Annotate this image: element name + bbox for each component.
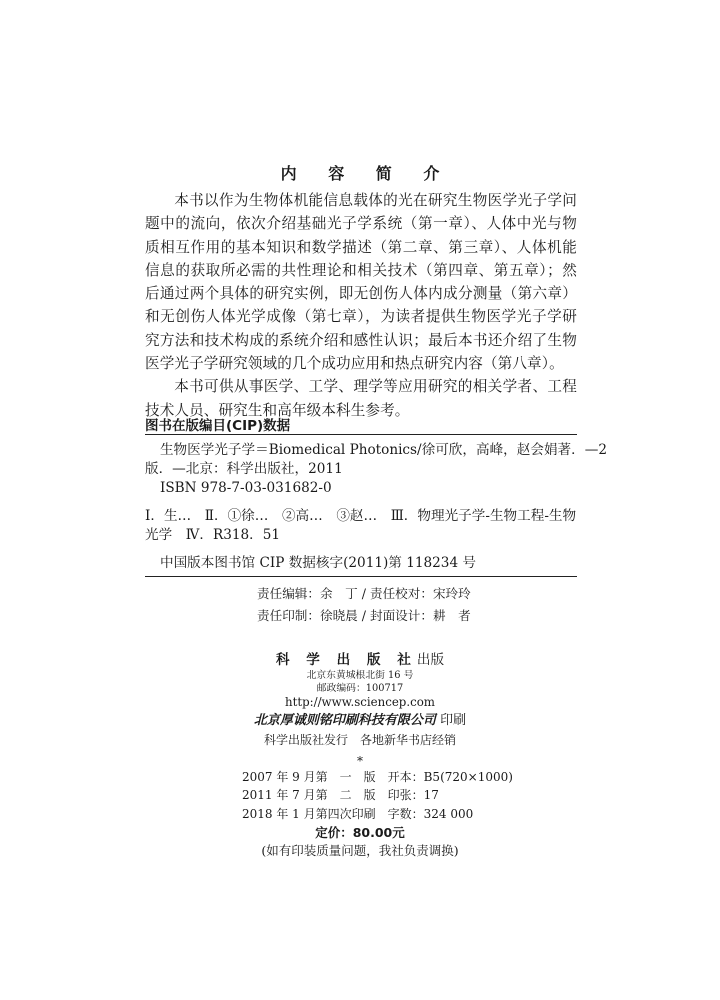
summary-heading: 内 容 简 介	[280, 164, 453, 183]
cip-top-rule	[145, 434, 577, 435]
credits-line: 责任编辑：余 丁 / 责任校对：宋玲玲	[257, 586, 471, 601]
cip-record	[145, 441, 607, 498]
cip-heading: 图书在版编目(CIP)数据	[145, 418, 291, 434]
printer-suffix: 印刷	[440, 713, 467, 728]
cip-edition-line: 版．—北京：科学出版社，2011	[145, 461, 343, 477]
edition-line: 2007 年 9 月第 一 版 开本：B5(720×1000)	[242, 770, 513, 784]
cip-classification	[145, 507, 577, 545]
edition-line: 2011 年 7 月第 二 版 印张：17	[242, 788, 439, 803]
printer-line	[0, 710, 720, 732]
publication-info	[0, 652, 720, 769]
publisher-line	[0, 652, 720, 669]
credits-line: 责任印制：徐晓晨 / 封面设计：耕 者	[257, 608, 471, 623]
cip-classification-line: 光学 Ⅳ．R318．51	[145, 527, 281, 543]
distribution-line: 科学出版社发行 各地新华书店经销	[263, 733, 456, 747]
cip-title-line: 生物医学光子学＝Biomedical Photonics/徐可欣，高峰，赵会娟著．—2	[159, 442, 607, 458]
edition-line: 2018 年 1 月第四次印刷 字数：324 000	[242, 806, 474, 821]
printer-name: 北京厚诚则铭印刷科技有限公司	[253, 713, 436, 728]
credits	[257, 583, 471, 627]
edition-info	[242, 768, 513, 823]
summary-section	[145, 189, 577, 422]
publisher-address: 北京东黄城根北街 16 号	[306, 670, 414, 681]
cip-isbn: ISBN 978-7-03-031682-0	[159, 480, 332, 496]
publisher-name: 科 学 出 版 社	[275, 652, 417, 668]
cip-bottom-rule	[145, 576, 577, 577]
publisher-postcode: 邮政编码：100717	[316, 683, 404, 694]
publisher-suffix: 出版	[416, 652, 445, 668]
cip-classification-line: Ⅰ．生… Ⅱ．①徐… ②高… ③赵… Ⅲ．物理光子学-生物工程-生物	[145, 508, 577, 524]
quality-note: (如有印装质量问题，我社负责调换)	[261, 843, 459, 858]
cip-check-number: 中国版本图书馆 CIP 数据核字(2011)第 118234 号	[160, 555, 477, 571]
summary-paragraph: 本书以作为生物体机能信息载体的光在研究生物医学光子学问题中的流向，依次介绍基础光子学系统（第一章）、人体中光与物质相互作用的基本知识和数学描述（第二章、第三章）、人体机能信息的获取所必需的共性理论和相关技术（第四章、第五章）；然后通过两个具体的研究实例，即无创伤人体内成分测量（第六章）和无创伤人体光学成像（第七章），为读者提供生物医学光子学研究方法和技术构成的系统介绍和感性认识；最后本书还介绍了生物医学光子学研究领域的几个成功应用和热点研究内容（第八章）。	[145, 192, 577, 373]
price: 定价：80.00元	[315, 825, 405, 840]
separator-asterisk: *	[357, 754, 363, 768]
publisher-url: http://www.sciencep.com	[285, 695, 435, 709]
summary-paragraph: 本书可供从事医学、工学、理学等应用研究的相关学者、工程技术人员、研究生和高年级本科生参考。	[145, 378, 577, 419]
